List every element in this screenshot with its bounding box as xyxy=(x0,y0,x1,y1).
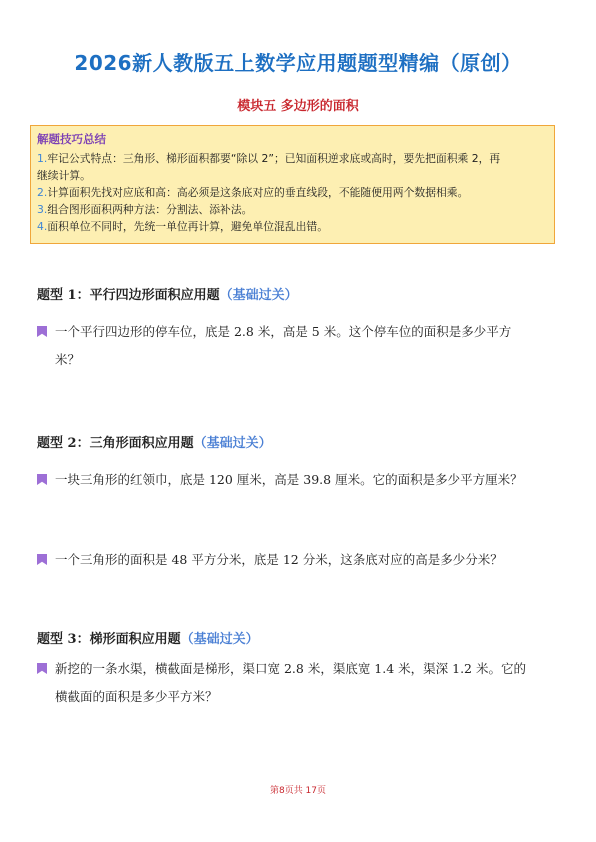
bookmark-icon xyxy=(37,474,47,485)
tip-text-continued: 继续计算。 xyxy=(37,169,91,182)
question-text: 一块三角形的红领巾，底是 120 厘米，高是 39.8 厘米。它的面积是多少平方厘米？ xyxy=(55,472,523,487)
level-tag: （基础过关） xyxy=(219,288,298,303)
question-item xyxy=(37,318,559,374)
question-text: 一个平行四边形的停车位，底是 2.8 米，高是 5 米。这个停车位的面积是多少平方 xyxy=(55,324,512,339)
tip-text: 计算面积先找对应底和高：高必须是这条底对应的垂直线段，不能随便用两个数据相乘。 xyxy=(47,186,469,199)
tip-item xyxy=(37,184,548,201)
question-item xyxy=(37,546,559,574)
tip-number: 3. xyxy=(37,203,48,216)
section-heading-3 xyxy=(37,628,259,647)
question-text: 一个三角形的面积是 48 平方分米，底是 12 分米，这条底对应的高是多少分米？ xyxy=(55,552,503,567)
page-title: 2026新人教版五上数学应用题题型精编（原创） xyxy=(74,51,522,75)
question-text: 新挖的一条水渠，横截面是梯形，渠口宽 2.8 米，渠底宽 1.4 米，渠深 1.2 米。它的 xyxy=(55,661,526,676)
question-item xyxy=(37,466,559,494)
section-heading-2 xyxy=(37,432,272,451)
section-title: 题型 3：梯形面积应用题 xyxy=(37,632,181,647)
section-title: 题型 1：平行四边形面积应用题 xyxy=(37,288,220,303)
question-text-continued: 米？ xyxy=(55,352,81,367)
level-tag: （基础过关） xyxy=(193,436,272,451)
bookmark-icon xyxy=(37,663,47,674)
tip-item xyxy=(37,218,548,235)
bookmark-icon xyxy=(37,554,47,565)
level-tag: （基础过关） xyxy=(180,632,259,647)
tip-item xyxy=(37,150,548,184)
tip-text: 组合图形面积两种方法：分割法、添补法。 xyxy=(47,203,253,216)
tip-text: 牢记公式特点：三角形、梯形面积都要“除以 2”；已知面积逆求底或高时，要先把面积乘 2，再 xyxy=(47,152,501,165)
tips-heading: 解题技巧总结 xyxy=(37,132,106,146)
section-heading-1 xyxy=(37,284,298,303)
page-footer: 第8页共 17页 xyxy=(269,786,327,796)
question-text-continued: 横截面的面积是多少平方米？ xyxy=(55,689,218,704)
tip-number: 4. xyxy=(37,220,48,233)
tips-box xyxy=(30,125,555,244)
tip-number: 1. xyxy=(37,152,48,165)
bookmark-icon xyxy=(37,326,47,337)
section-title: 题型 2：三角形面积应用题 xyxy=(37,436,194,451)
question-item xyxy=(37,655,559,711)
tip-item xyxy=(37,201,548,218)
module-title: 模块五 多边形的面积 xyxy=(237,99,359,114)
tip-number: 2. xyxy=(37,186,48,199)
tip-text: 面积单位不同时，先统一单位再计算，避免单位混乱出错。 xyxy=(47,220,329,233)
